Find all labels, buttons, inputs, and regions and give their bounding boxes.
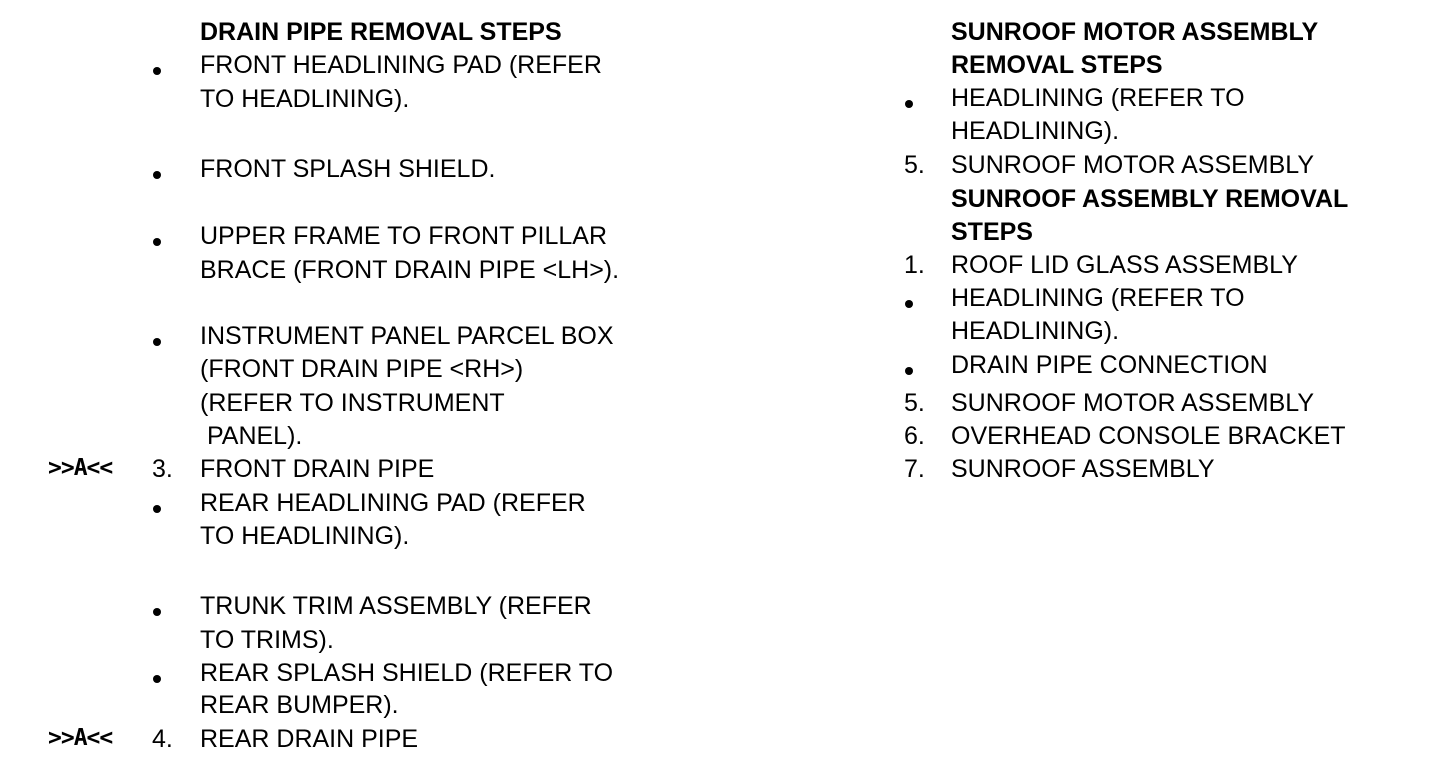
bullet-icon: [153, 238, 161, 246]
reference-marker: >>A<<: [48, 725, 113, 751]
step-text: HEADLINING (REFER TO: [951, 284, 1245, 312]
step-number: 5.: [904, 389, 925, 417]
step-text: FRONT DRAIN PIPE: [200, 455, 435, 483]
step-text: REAR SPLASH SHIELD (REFER TO: [200, 659, 614, 687]
reference-marker: >>A<<: [48, 455, 113, 481]
step-text: SUNROOF MOTOR ASSEMBLY: [951, 151, 1315, 179]
step-number: 4.: [152, 725, 173, 753]
step-text: TRUNK TRIM ASSEMBLY (REFER: [200, 592, 592, 620]
step-text: FRONT HEADLINING PAD (REFER: [200, 51, 602, 79]
step-number: 7.: [904, 455, 925, 483]
step-text: TO HEADLINING).: [200, 85, 410, 113]
step-text: (REFER TO INSTRUMENT: [200, 389, 505, 417]
step-text: UPPER FRAME TO FRONT PILLAR: [200, 222, 608, 250]
step-text: TO HEADLINING).: [200, 522, 410, 550]
step-number: 3.: [152, 455, 173, 483]
step-text: REAR DRAIN PIPE: [200, 725, 419, 753]
section-heading: DRAIN PIPE REMOVAL STEPS: [200, 18, 562, 46]
step-text: PANEL).: [200, 422, 303, 450]
bullet-icon: [905, 100, 913, 108]
step-number: 5.: [904, 151, 925, 179]
bullet-icon: [153, 608, 161, 616]
step-text: REAR HEADLINING PAD (REFER: [200, 489, 586, 517]
step-text: HEADLINING).: [951, 317, 1120, 345]
bullet-icon: [153, 338, 161, 346]
bullet-icon: [153, 675, 161, 683]
step-text: INSTRUMENT PANEL PARCEL BOX: [200, 322, 614, 350]
bullet-icon: [153, 505, 161, 513]
step-text: SUNROOF MOTOR ASSEMBLY: [951, 389, 1315, 417]
step-text: HEADLINING).: [951, 117, 1120, 145]
section-heading: REMOVAL STEPS: [951, 51, 1163, 79]
bullet-icon: [905, 367, 913, 375]
step-text: HEADLINING (REFER TO: [951, 84, 1245, 112]
step-text: OVERHEAD CONSOLE BRACKET: [951, 422, 1346, 450]
step-text: TO TRIMS).: [200, 626, 334, 654]
step-text: DRAIN PIPE CONNECTION: [951, 351, 1268, 379]
step-text: BRACE (FRONT DRAIN PIPE <LH>).: [200, 256, 620, 284]
step-text: REAR BUMPER).: [200, 691, 399, 719]
bullet-icon: [905, 300, 913, 308]
step-text: FRONT SPLASH SHIELD.: [200, 155, 496, 183]
step-text: (FRONT DRAIN PIPE <RH>): [200, 355, 524, 383]
step-text: ROOF LID GLASS ASSEMBLY: [951, 251, 1298, 279]
section-heading: STEPS: [951, 218, 1033, 246]
step-number: 6.: [904, 422, 925, 450]
bullet-icon: [153, 171, 161, 179]
bullet-icon: [153, 67, 161, 75]
section-heading: SUNROOF MOTOR ASSEMBLY: [951, 18, 1319, 46]
step-number: 1.: [904, 251, 925, 279]
step-text: SUNROOF ASSEMBLY: [951, 455, 1215, 483]
section-heading: SUNROOF ASSEMBLY REMOVAL: [951, 185, 1349, 213]
